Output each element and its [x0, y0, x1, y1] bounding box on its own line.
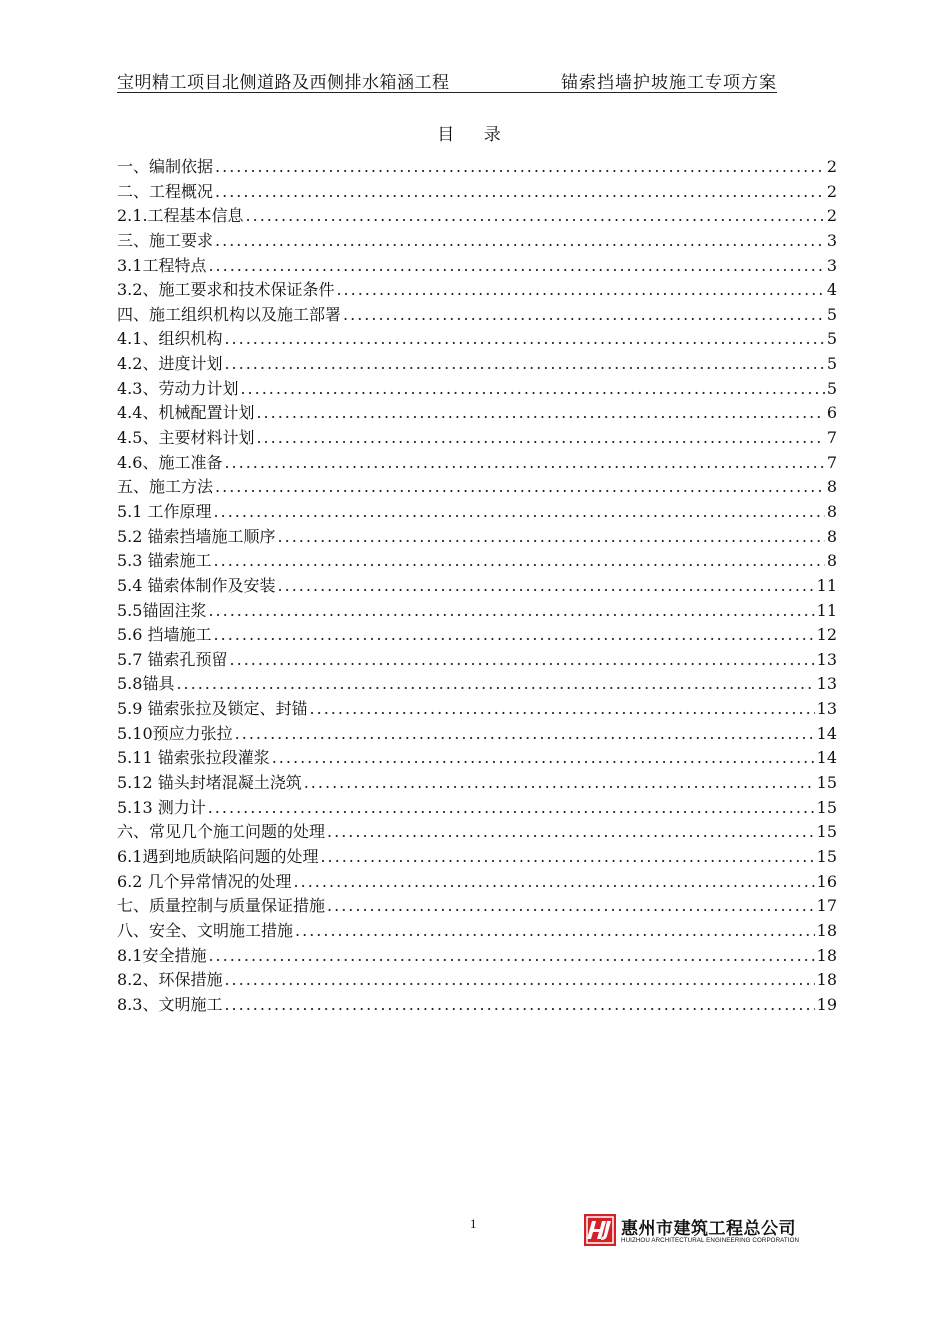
toc-entry-page: 8: [826, 477, 837, 497]
header-project-title: 宝明精工项目北侧道路及西侧排水箱涵工程: [117, 73, 450, 93]
toc-entry-page: 15: [816, 797, 837, 817]
toc-entry[interactable]: [117, 598, 837, 623]
toc-dot-leader: [224, 329, 824, 348]
toc-entry[interactable]: [117, 154, 837, 179]
toc-entry-page: 13: [816, 699, 837, 719]
toc-entry-page: 5: [826, 329, 837, 349]
toc-entry[interactable]: [117, 524, 837, 549]
toc-entry[interactable]: [117, 992, 837, 1017]
toc-entry[interactable]: [117, 671, 837, 696]
toc-entry[interactable]: [117, 918, 837, 943]
toc-entry-page: 8: [826, 551, 837, 571]
toc-entry-label: 2.1.工程基本信息: [117, 206, 244, 226]
toc-entry[interactable]: [117, 302, 837, 327]
toc-dot-leader: [215, 182, 825, 201]
toc-dot-leader: [256, 428, 824, 447]
toc-entry[interactable]: [117, 770, 837, 795]
toc-entry[interactable]: [117, 253, 837, 278]
toc-entry-page: 13: [816, 649, 837, 669]
company-name-chinese: 惠州市建筑工程总公司: [621, 1219, 796, 1239]
toc-dot-leader: [272, 748, 815, 767]
toc-dot-leader: [327, 896, 815, 915]
toc-entry[interactable]: [117, 425, 837, 450]
toc-dot-leader: [278, 576, 815, 595]
toc-entry[interactable]: [117, 943, 837, 968]
toc-entry-page: 14: [816, 748, 837, 768]
toc-entry-label: 5.10预应力张拉: [117, 723, 233, 743]
toc-entry-label: 4.4、机械配置计划: [117, 403, 255, 423]
toc-entry-label: 5.12 锚头封堵混凝土浇筑: [117, 773, 302, 793]
toc-entry-page: 12: [816, 625, 837, 645]
toc-dot-leader: [224, 453, 824, 472]
toc-entry-page: 2: [826, 181, 837, 201]
toc-dot-leader: [304, 773, 815, 792]
company-logo: [584, 1214, 814, 1250]
toc-entry-page: 7: [826, 452, 837, 472]
toc-entry-page: 18: [816, 945, 837, 965]
toc-dot-leader: [214, 625, 815, 644]
toc-entry-page: 11: [816, 575, 837, 595]
toc-entry-page: 2: [826, 157, 837, 176]
toc-entry-page: 3: [826, 255, 837, 275]
toc-entry-label: 5.5锚固注浆: [117, 600, 207, 620]
toc-entry-label: 6.1遇到地质缺陷问题的处理: [117, 846, 319, 866]
toc-entry-label: 5.7 锚索孔预留: [117, 649, 228, 669]
toc-dot-leader: [310, 699, 815, 718]
toc-dot-leader: [295, 921, 815, 940]
toc-entry-label: 5.2 锚索挡墙施工顺序: [117, 526, 276, 546]
toc-entry-label: 一、编制依据: [117, 157, 214, 176]
toc-entry-label: 七、质量控制与质量保证措施: [117, 896, 326, 916]
toc-entry-page: 16: [816, 871, 837, 891]
toc-dot-leader: [294, 872, 815, 891]
toc-entry-page: 5: [826, 304, 837, 324]
table-of-contents: [117, 154, 837, 1016]
company-name-english: HUIZHOU ARCHITECTURAL ENGINEERING CORPORATION: [621, 1237, 800, 1244]
toc-entry-label: 6.2 几个异常情况的处理: [117, 871, 292, 891]
toc-entry[interactable]: [117, 893, 837, 918]
toc-entry-label: 四、施工组织机构以及施工部署: [117, 304, 342, 324]
toc-dot-leader: [327, 822, 815, 841]
toc-entry-label: 3.2、施工要求和技术保证条件: [117, 280, 335, 300]
toc-entry-label: 六、常见几个施工问题的处理: [117, 822, 326, 842]
toc-entry-label: 5.4 锚索体制作及安装: [117, 575, 276, 595]
toc-dot-leader: [214, 502, 825, 521]
toc-entry[interactable]: [117, 795, 837, 820]
toc-entry[interactable]: [117, 228, 837, 253]
toc-entry[interactable]: [117, 745, 837, 770]
toc-dot-leader: [256, 403, 824, 422]
toc-entry[interactable]: [117, 351, 837, 376]
toc-entry-label: 二、工程概况: [117, 181, 214, 201]
toc-dot-leader: [224, 970, 814, 989]
toc-entry[interactable]: [117, 450, 837, 475]
toc-dot-leader: [230, 650, 815, 669]
toc-entry-label: 5.8锚具: [117, 674, 175, 694]
toc-entry-label: 5.9 锚索张拉及锁定、封锚: [117, 699, 308, 719]
toc-entry-page: 14: [816, 723, 837, 743]
toc-entry-page: 19: [816, 994, 837, 1014]
toc-entry-label: 8.2、环保措施: [117, 970, 223, 990]
toc-entry-page: 2: [826, 206, 837, 226]
toc-entry[interactable]: [117, 721, 837, 746]
toc-dot-leader: [278, 527, 825, 546]
toc-entry-label: 4.1、组织机构: [117, 329, 223, 349]
toc-dot-leader: [343, 305, 825, 324]
toc-dot-leader: [240, 379, 824, 398]
toc-entry[interactable]: [117, 277, 837, 302]
page-header: [117, 66, 777, 93]
toc-dot-leader: [176, 674, 814, 693]
toc-dot-leader: [215, 477, 825, 496]
toc-entry-label: 5.6 挡墙施工: [117, 625, 212, 645]
toc-entry-label: 八、安全、文明施工措施: [117, 920, 294, 940]
toc-entry-page: 8: [826, 526, 837, 546]
toc-entry-page: 13: [816, 674, 837, 694]
toc-entry-page: 5: [826, 378, 837, 398]
toc-dot-leader: [208, 601, 814, 620]
company-logo-icon: [584, 1214, 616, 1246]
toc-entry-page: 3: [826, 230, 837, 250]
toc-entry-label: 5.1 工作原理: [117, 501, 212, 521]
toc-dot-leader: [224, 995, 814, 1014]
toc-entry-label: 4.3、劳动力计划: [117, 378, 239, 398]
toc-entry-label: 4.2、进度计划: [117, 354, 223, 374]
toc-entry-label: 三、施工要求: [117, 230, 214, 250]
toc-entry-label: 8.3、文明施工: [117, 994, 223, 1014]
toc-entry-page: 15: [816, 822, 837, 842]
toc-entry-label: 8.1安全措施: [117, 945, 207, 965]
toc-title: 目 录: [437, 125, 513, 145]
toc-entry[interactable]: [117, 573, 837, 598]
toc-entry[interactable]: [117, 474, 837, 499]
toc-entry[interactable]: [117, 203, 837, 228]
toc-entry[interactable]: [117, 179, 837, 204]
toc-entry-label: 4.6、施工准备: [117, 452, 223, 472]
toc-entry-label: 3.1工程特点: [117, 255, 207, 275]
toc-entry-page: 7: [826, 428, 837, 448]
toc-entry-page: 18: [816, 920, 837, 940]
toc-dot-leader: [235, 724, 815, 743]
toc-entry[interactable]: [117, 647, 837, 672]
toc-dot-leader: [320, 847, 814, 866]
toc-entry-page: 6: [826, 403, 837, 423]
toc-entry-page: 8: [826, 501, 837, 521]
header-document-title: 锚索挡墙护坡施工专项方案: [561, 73, 777, 93]
toc-entry-page: 4: [826, 280, 837, 300]
toc-entry[interactable]: [117, 967, 837, 992]
toc-entry-page: 5: [826, 354, 837, 374]
toc-entry[interactable]: [117, 819, 837, 844]
toc-entry-page: 15: [816, 846, 837, 866]
toc-entry[interactable]: [117, 696, 837, 721]
toc-entry-page: 18: [816, 970, 837, 990]
toc-entry-page: 11: [816, 600, 837, 620]
toc-dot-leader: [336, 280, 824, 299]
toc-dot-leader: [208, 256, 824, 275]
toc-entry-label: 5.3 锚索施工: [117, 551, 212, 571]
toc-dot-leader: [215, 157, 825, 176]
toc-dot-leader: [214, 551, 825, 570]
toc-entry[interactable]: [117, 326, 837, 351]
toc-entry[interactable]: [117, 622, 837, 647]
toc-dot-leader: [224, 354, 824, 373]
toc-dot-leader: [215, 231, 825, 250]
toc-entry-page: 15: [816, 773, 837, 793]
toc-entry[interactable]: [117, 499, 837, 524]
toc-entry-label: 五、施工方法: [117, 477, 214, 497]
toc-entry-label: 5.13 测力计: [117, 797, 206, 817]
toc-entry[interactable]: [117, 548, 837, 573]
toc-entry-label: 4.5、主要材料计划: [117, 428, 255, 448]
toc-dot-leader: [208, 946, 814, 965]
toc-entry-page: 17: [816, 896, 837, 916]
page-number: 1: [470, 1216, 477, 1231]
toc-dot-leader: [246, 206, 825, 225]
toc-entry[interactable]: [117, 376, 837, 401]
toc-entry[interactable]: [117, 844, 837, 869]
toc-dot-leader: [208, 798, 815, 817]
toc-entry-label: 5.11 锚索张拉段灌浆: [117, 748, 270, 768]
toc-entry[interactable]: [117, 400, 837, 425]
toc-entry[interactable]: [117, 869, 837, 894]
